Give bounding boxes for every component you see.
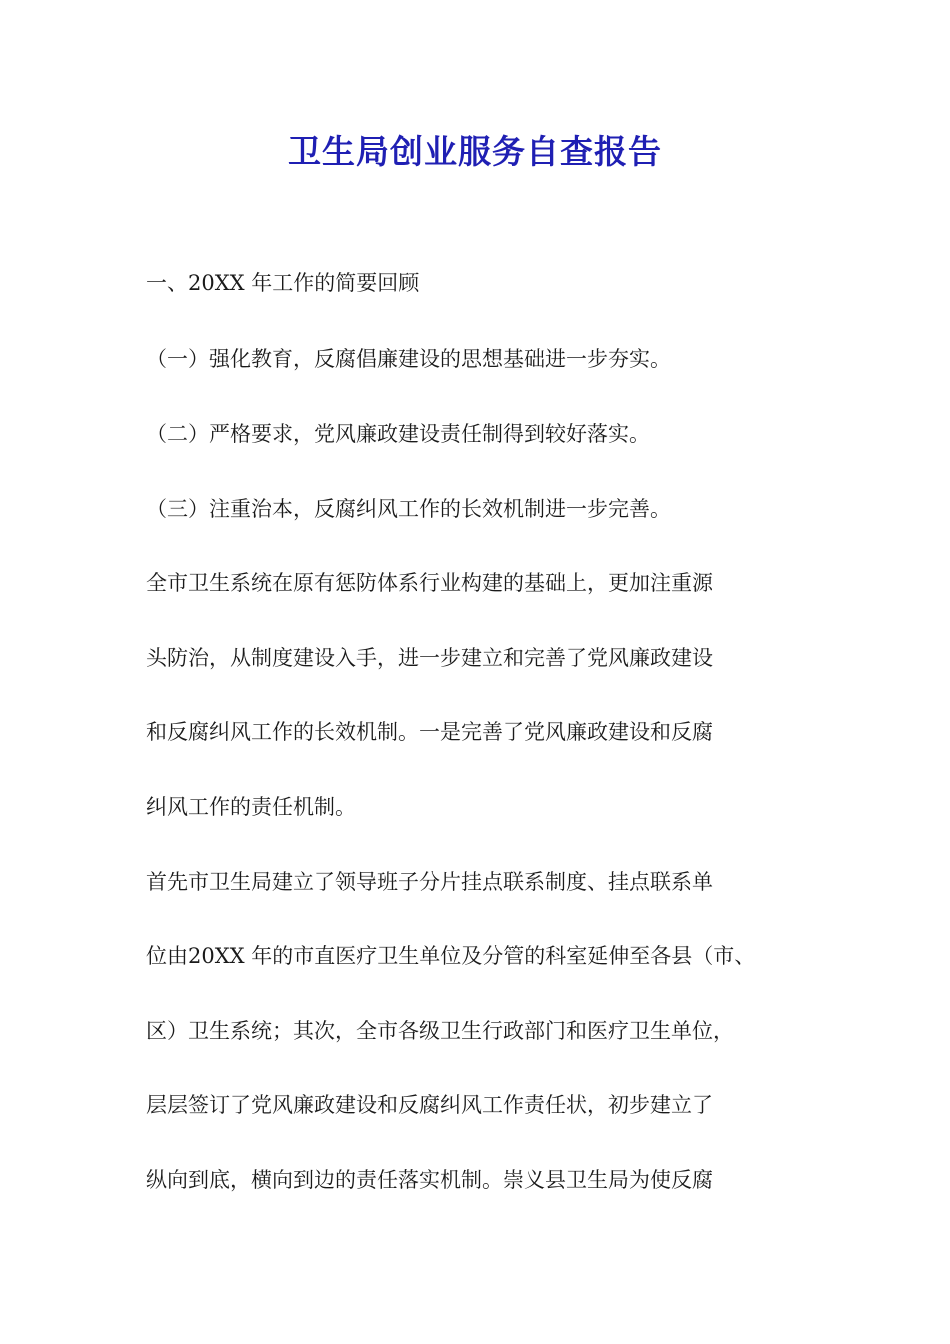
- list-item: （三）注重治本，反腐纠风工作的长效机制进一步完善。: [146, 497, 671, 521]
- paragraph-line: 位由20XX 年的市直医疗卫生单位及分管的科室延伸至各县（市、: [146, 944, 756, 968]
- paragraph-line: 全市卫生系统在原有惩防体系行业构建的基础上，更加注重源: [146, 571, 713, 595]
- paragraph-line: 头防治，从制度建设入手，进一步建立和完善了党风廉政建设: [146, 646, 713, 670]
- paragraph-line: 区）卫生系统；其次，全市各级卫生行政部门和医疗卫生单位，: [146, 1019, 734, 1043]
- document-title: 卫生局创业服务自查报告: [288, 132, 662, 171]
- paragraph-line: 首先市卫生局建立了领导班子分片挂点联系制度、挂点联系单: [146, 870, 713, 894]
- paragraph-line: 和反腐纠风工作的长效机制。一是完善了党风廉政建设和反腐: [146, 720, 713, 744]
- list-item: （一）强化教育，反腐倡廉建设的思想基础进一步夯实。: [146, 347, 671, 371]
- paragraph-line: 层层签订了党风廉政建设和反腐纠风工作责任状，初步建立了: [146, 1093, 713, 1117]
- paragraph-line: 纵向到底，横向到边的责任落实机制。崇义县卫生局为使反腐: [146, 1168, 713, 1192]
- list-item: （二）严格要求，党风廉政建设责任制得到较好落实。: [146, 422, 650, 446]
- paragraph-line: 纠风工作的责任机制。: [146, 795, 356, 819]
- section-heading: 一、20XX 年工作的简要回顾: [146, 271, 420, 295]
